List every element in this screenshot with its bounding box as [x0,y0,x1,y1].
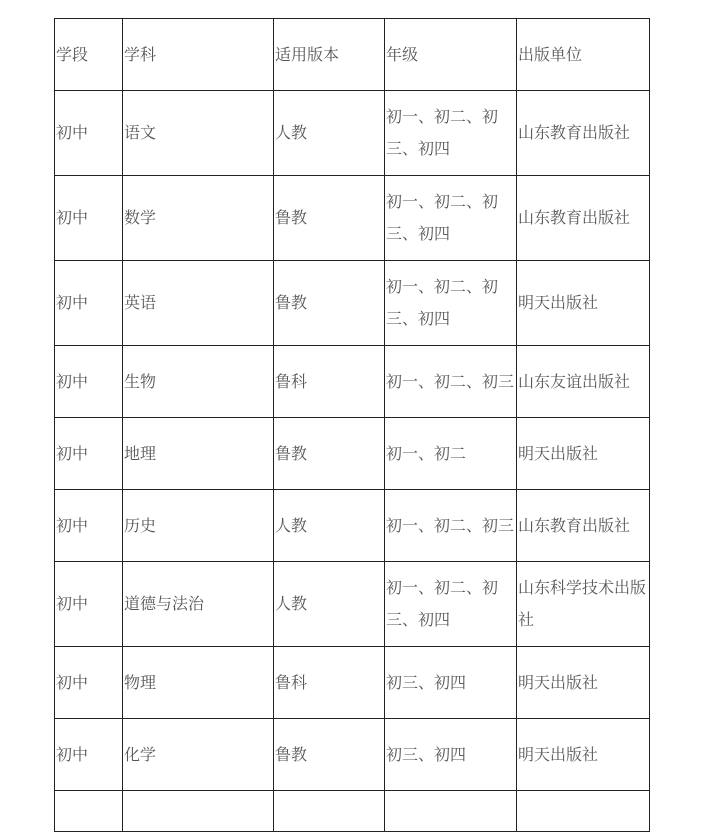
cell-publisher [517,791,650,832]
table-row [55,261,650,346]
cell-version: 鲁科 [274,647,385,719]
cell-subject: 生物 [123,346,274,418]
header-cell-subject: 学科 [123,19,274,91]
table-row [55,176,650,261]
cell-stage [55,791,123,832]
cell-stage: 初中 [55,562,123,647]
table-row [55,418,650,490]
cell-subject: 语文 [123,91,274,176]
cell-publisher: 山东教育出版社 [517,490,650,562]
cell-grades: 初一、初二、初三、初四 [385,562,517,647]
cell-grades: 初三、初四 [385,647,517,719]
cell-subject: 物理 [123,647,274,719]
cell-version: 鲁教 [274,418,385,490]
cell-subject: 英语 [123,261,274,346]
cell-grades: 初三、初四 [385,719,517,791]
cell-publisher: 明天出版社 [517,647,650,719]
cell-version: 鲁科 [274,346,385,418]
cell-stage: 初中 [55,346,123,418]
cell-stage: 初中 [55,647,123,719]
header-cell-stage: 学段 [55,19,123,91]
cell-subject: 化学 [123,719,274,791]
cell-version: 人教 [274,91,385,176]
cell-version: 鲁教 [274,176,385,261]
cell-grades: 初一、初二、初三、初四 [385,261,517,346]
table-row [55,490,650,562]
cell-stage: 初中 [55,490,123,562]
header-cell-version: 适用版本 [274,19,385,91]
table-row [55,562,650,647]
cell-subject: 道德与法治 [123,562,274,647]
cell-publisher: 山东友谊出版社 [517,346,650,418]
cell-version: 鲁教 [274,719,385,791]
cell-grades: 初一、初二、初三 [385,346,517,418]
cell-subject: 历史 [123,490,274,562]
cell-publisher: 明天出版社 [517,719,650,791]
cell-stage: 初中 [55,719,123,791]
cell-publisher: 山东教育出版社 [517,176,650,261]
cell-publisher: 山东教育出版社 [517,91,650,176]
cell-grades: 初一、初二、初三 [385,490,517,562]
cell-subject: 数学 [123,176,274,261]
table-row [55,791,650,832]
cell-version: 鲁教 [274,261,385,346]
cell-grades: 初一、初二、初三、初四 [385,91,517,176]
cell-version [274,791,385,832]
cell-publisher: 山东科学技术出版社 [517,562,650,647]
cell-version: 人教 [274,490,385,562]
table-row [55,719,650,791]
header-cell-grades: 年级 [385,19,517,91]
cell-stage: 初中 [55,261,123,346]
cell-version: 人教 [274,562,385,647]
cell-publisher: 明天出版社 [517,418,650,490]
cell-grades: 初一、初二 [385,418,517,490]
cell-grades: 初一、初二、初三、初四 [385,176,517,261]
header-cell-publisher: 出版单位 [517,19,650,91]
cell-stage: 初中 [55,418,123,490]
table-row [55,91,650,176]
cell-subject: 地理 [123,418,274,490]
cell-grades [385,791,517,832]
cell-stage: 初中 [55,91,123,176]
cell-publisher: 明天出版社 [517,261,650,346]
cell-subject [123,791,274,832]
textbook-table [54,18,650,832]
table-row [55,346,650,418]
table-row [55,647,650,719]
cell-stage: 初中 [55,176,123,261]
textbook-table-container [54,18,650,832]
table-header-row [55,19,650,91]
